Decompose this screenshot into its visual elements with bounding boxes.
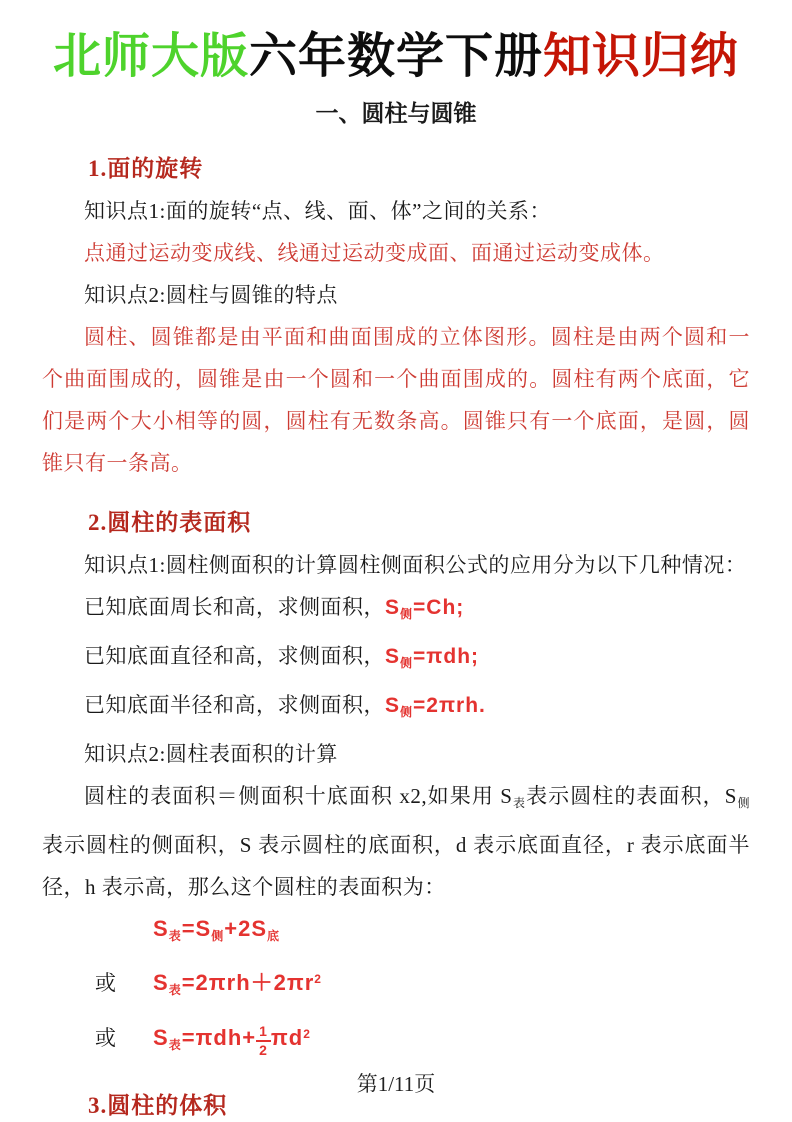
chapter-subtitle: 一、圆柱与圆锥 — [315, 100, 477, 126]
section1-knowledge-point-2-answer: 圆柱、圆锥都是由平面和曲面围成的立体图形。圆柱是由两个圆和一个曲面围成的，圆锥是由一个圆和一个曲面围成的。圆柱有两个底面，它们是两个大小相等的圆，圆柱有无数条高。圆锥只有一个底面，是圆，圆锥只有一条高。 — [42, 325, 750, 475]
subscript-ce: 侧 — [736, 796, 750, 810]
section2-heading: 2.圆柱的表面积 — [88, 510, 252, 535]
formula-pidh: $S_表=\pi dh+$ $\frac{1}{2}$ $\pi d^2$ — [153, 1023, 311, 1058]
subscript-biao: 表 — [168, 1038, 182, 1052]
case2-text: 已知底面直径和高，求侧面积， — [84, 644, 385, 668]
title-part-book: 六年数学下册 — [248, 30, 543, 83]
subscript-ce: 侧 — [400, 705, 414, 719]
subscript-biao: 表 — [512, 796, 527, 810]
surface-area-paragraph-part2: 表示圆柱的表面积，S — [526, 784, 737, 808]
subscript-ce: 侧 — [400, 607, 414, 621]
subscript-biao: 表 — [168, 983, 182, 997]
case3-text: 已知底面半径和高，求侧面积， — [84, 693, 385, 717]
title-part-edition: 北师大版 — [52, 30, 249, 83]
surface-area-paragraph-part3: 表示圆柱的侧面积，S 表示圆柱的底面积，d 表示底面直径，r 表示底面半径，h 表示高，那么这个圆柱的表面积为： — [42, 833, 750, 899]
page-number-footer: 第1/11页 — [356, 1072, 436, 1096]
subscript-ce: 侧 — [400, 656, 414, 670]
surface-area-formula-3 — [42, 1012, 750, 1067]
section1-heading: 1.面的旋转 — [88, 156, 204, 181]
lateral-area-case-1 — [42, 586, 750, 635]
formula-s-total: $S_表=S_侧+2S_底$ — [153, 916, 281, 943]
case1-text: 已知底面周长和高，求侧面积， — [84, 595, 385, 619]
title-part-summary: 知识归纳 — [543, 30, 740, 83]
subscript-di: 底 — [267, 929, 281, 943]
or-word: 或 — [95, 1026, 116, 1050]
document-title — [42, 24, 750, 90]
fraction-one-half: $\frac{1}{2}$ — [256, 1024, 271, 1057]
case2-formula: $S_侧=\pi dh$; — [385, 645, 480, 670]
or-word: 或 — [95, 971, 116, 995]
surface-area-formula-1 — [153, 908, 750, 957]
section2-knowledge-point-2: 知识点2:圆柱表面积的计算 — [84, 742, 338, 766]
surface-area-formula-2 — [42, 957, 750, 1012]
surface-area-paragraph-part1: 圆柱的表面积＝侧面积十底面积 x2,如果用 S — [84, 784, 513, 808]
section1-knowledge-point-2: 知识点2:圆柱与圆锥的特点 — [84, 283, 338, 307]
lateral-area-case-3 — [42, 684, 750, 733]
surface-area-paragraph — [42, 775, 750, 908]
case1-formula: $S_侧=Ch$; — [385, 596, 465, 621]
section1-knowledge-point-1: 知识点1:面的旋转“点、线、面、体”之间的关系： — [84, 199, 551, 223]
superscript-2: 2 — [303, 1027, 311, 1041]
formula-2pirh: $S_表=2\pi rh+2\pi r^2$ — [153, 970, 322, 997]
subscript-biao: 表 — [168, 929, 182, 943]
section2-knowledge-point-1: 知识点1:圆柱侧面积的计算圆柱侧面积公式的应用分为以下几种情况： — [84, 553, 747, 577]
lateral-area-case-2 — [42, 635, 750, 684]
section1-knowledge-point-1-answer: 点通过运动变成线、线通过运动变成面、面通过运动变成体。 — [84, 241, 665, 265]
section3-heading: 3.圆柱的体积 — [88, 1093, 228, 1118]
superscript-2: 2 — [314, 972, 322, 986]
case3-formula: $S_侧=2\pi rh$. — [385, 694, 486, 719]
subscript-ce: 侧 — [211, 929, 225, 943]
